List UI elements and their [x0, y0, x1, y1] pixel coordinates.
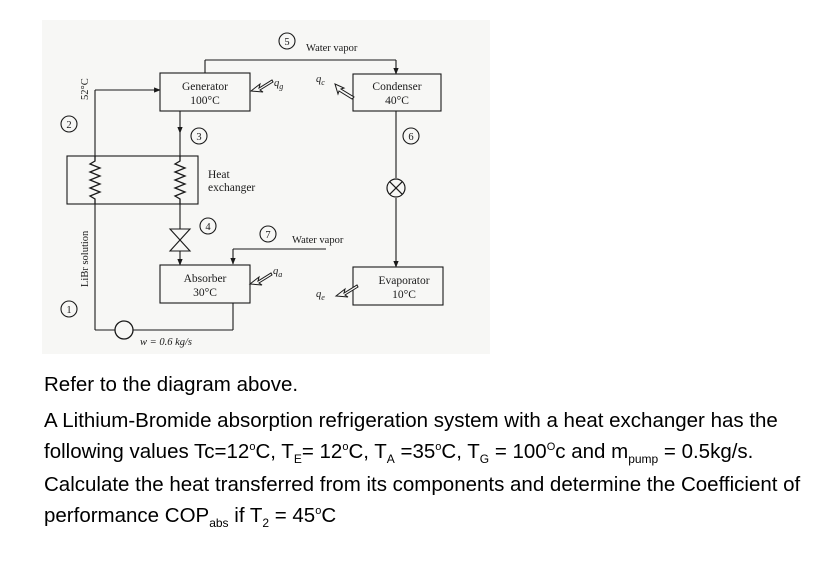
water-vapor-top-label: Water vapor [306, 43, 358, 54]
water-vapor-mid-label: Water vapor [292, 235, 344, 246]
qg-label: $q_g$ [274, 78, 284, 91]
evaporator-temp: 10°C [392, 289, 416, 301]
svg-text:7: 7 [265, 230, 271, 241]
state-point-7 [260, 226, 276, 242]
refer-text: Refer to the diagram above. [44, 373, 299, 396]
svg-text:1: 1 [66, 305, 72, 316]
pump-icon [115, 321, 133, 339]
state-point-5 [279, 33, 295, 49]
svg-text:4: 4 [205, 222, 211, 233]
state-point-4 [200, 218, 216, 234]
temp-52-label: 52°C [80, 78, 91, 100]
absorber-temp: 30°C [193, 287, 217, 299]
state-point-3 [191, 128, 207, 144]
qc-label: $q_c$ [316, 74, 325, 87]
heat-exchanger-label-1: Heat [208, 169, 230, 181]
refrigerant-valve-icon [387, 179, 405, 197]
state-point-1 [61, 301, 77, 317]
qe-label: $q_e$ [316, 289, 325, 302]
flow-rate-label: w = 0.6 kg/s [140, 337, 193, 348]
problem-statement: A Lithium-Bromide absorption refrigeration system with a heat exchanger has the following values $Tc=12^oC$, $T_E= 12^oC$, $T_A =35^oC$, $T_G = 100^Oc$ and $m_{pump} = 0.5kg/s$. Calculate the heat transferred from its components and determine the Coefficient of performance $COP_{abs}$ if $T_2 = 45^oC$ [44, 409, 801, 530]
svg-text:2: 2 [66, 120, 72, 131]
state-point-2 [61, 116, 77, 132]
generator-label: Generator [182, 81, 228, 93]
svg-text:5: 5 [284, 37, 290, 48]
problem-text-block [44, 372, 814, 536]
condenser-temp: 40°C [385, 95, 409, 107]
evaporator-label: Evaporator [378, 275, 430, 287]
state-point-6 [403, 128, 419, 144]
generator-temp: 100°C [190, 95, 220, 107]
svg-text:3: 3 [196, 132, 202, 143]
absorber-label: Absorber [183, 273, 227, 285]
condenser-label: Condenser [372, 81, 422, 93]
svg-text:6: 6 [408, 132, 414, 143]
qa-label: $q_a$ [273, 266, 283, 279]
heat-exchanger-label-2: exchanger [208, 182, 256, 194]
libr-solution-label: LiBr solution [80, 230, 91, 287]
